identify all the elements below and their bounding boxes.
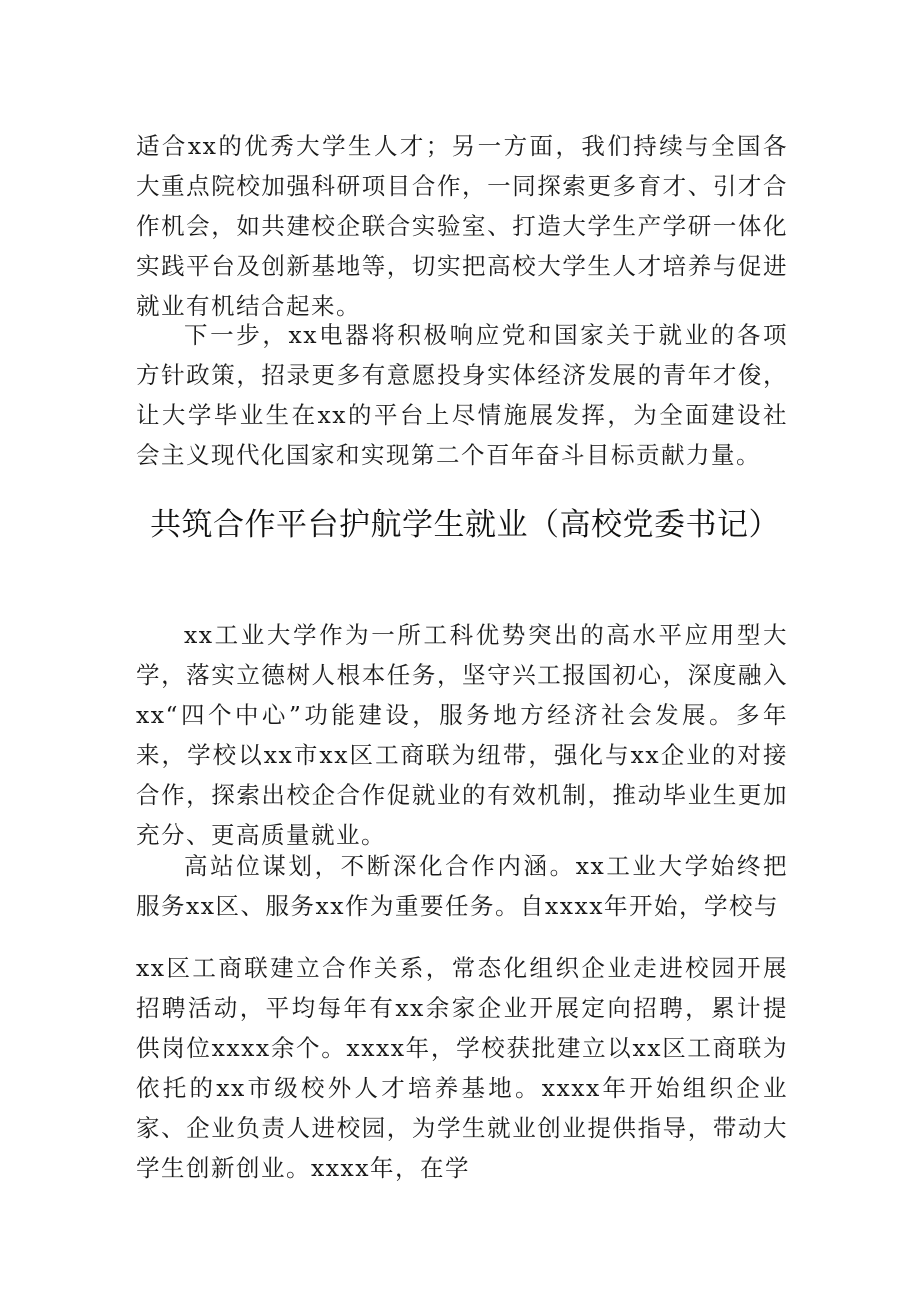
body-paragraph-cooperation: xx区工商联建立合作关系，常态化组织企业走进校园开展招聘活动，平均每年有xx余家企业开展定向招聘，累计提供岗位xxxx余个。xxxx年，学校获批建立以xx区工商联为依托的xx市级校外人才培养基地。xxxx年开始组织企业家、企业负责人进校园，为学生就业创业提供指导，带动大学生创新创业。xxxx年，在学 <box>136 954 788 1182</box>
body-paragraph-continuation: 适合xx的优秀大学生人才；另一方面，我们持续与全国各大重点院校加强科研项目合作，一同探索更多育才、引才合作机会，如共建校企联合实验室、打造大学生产学研一体化实践平台及创新基地等，切实把高校大学生人才培养与促进就业有机结合起来。 <box>136 132 788 320</box>
section-title: 共筑合作平台护航学生就业（高校党委书记） <box>150 507 780 543</box>
body-paragraph-next-step: 下一步，xx电器将积极响应党和国家关于就业的各项方针政策，招录更多有意愿投身实体经济发展的青年才俊，让大学毕业生在xx的平台上尽情施展发挥，为全面建设社会主义现代化国家和实现第二个百年奋斗目标贡献力量。 <box>136 321 788 469</box>
body-paragraph-intro: xx工业大学作为一所工科优势突出的高水平应用型大学，落实立德树人根本任务，坚守兴工报国初心，深度融入xx“四个中心”功能建设，服务地方经济社会发展。多年来，学校以xx市xx区工商联为纽带，强化与xx企业的对接合作，探索出校企合作促就业的有效机制，推动毕业生更加充分、更高质量就业。 <box>136 621 788 849</box>
body-paragraph-planning: 高站位谋划，不断深化合作内涵。xx工业大学始终把服务xx区、服务xx作为重要任务。自xxxx年开始，学校与 <box>136 852 788 920</box>
